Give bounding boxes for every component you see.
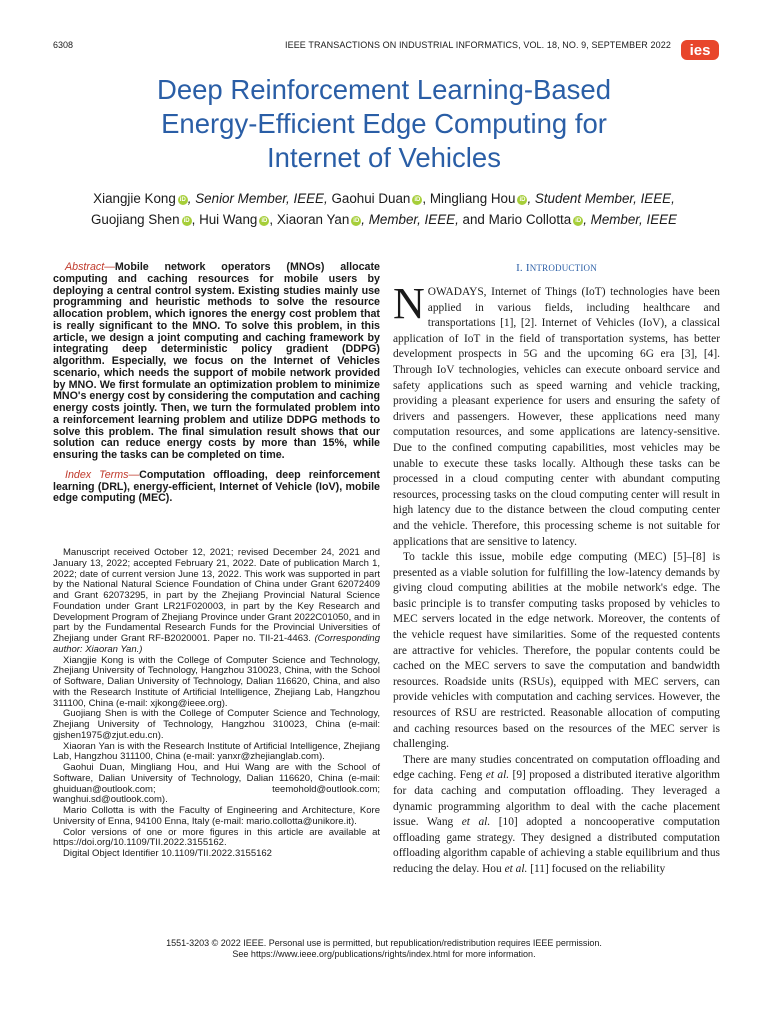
abstract-label: Abstract— [65, 261, 115, 273]
rights-link[interactable]: See https://www.ieee.org/publications/rights/index.html for more information. [232, 949, 536, 959]
section-initial: I [525, 262, 530, 274]
copyright-line: 1551-3203 © 2022 IEEE. Personal use is permitted, but republication/redistribution requires IEEE permission. [166, 938, 602, 948]
intro-paragraph-1 [393, 279, 720, 550]
footnote-affiliation: Mario Collotta is with the Faculty of Engineering and Architecture, Kore University of Enna, 94100 Enna, Italy (e-mail: mario.collotta@unikore.it). [53, 805, 380, 827]
orcid-icon[interactable]: iD [519, 197, 526, 203]
etal: et al. [461, 816, 491, 829]
paragraph-text: [9] proposed a distributed iterative algorithm for data caching and computation offloading. They leveraged a dynamic programming algorithm to deal with the cache placement issue. Wang [393, 769, 720, 829]
author-conjunction: and [462, 212, 485, 227]
ies-logo-icon [681, 38, 719, 62]
paragraph-text: [11] focused on the reliability [530, 862, 666, 875]
orcid-icon[interactable]: iD [183, 218, 190, 224]
etal: et al. [504, 862, 528, 875]
author-line-1 [40, 188, 728, 209]
etal: et al. [485, 769, 510, 782]
author-membership: , Member, IEEE [583, 212, 677, 227]
footnote-doi[interactable]: Digital Object Identifier 10.1109/TII.2022.3155162 [63, 848, 272, 859]
paper-title [84, 73, 684, 175]
author-separator: , [269, 212, 274, 227]
orcid-icon[interactable]: iD [414, 197, 421, 203]
footnotes [53, 548, 380, 860]
section-heading [393, 262, 720, 274]
paragraph-text: OWADAYS, Internet of Things (IoT) technologies have been applied in various fields, including healthcare and transportations [1], [2]. Internet of Vehicles (IoV), a classical application of IoT in the field of transportation systems, has better development prospects in 5G and the upcoming 6G era [3], [4]. Through IoV technologies, vehicles can execute onboard service and safety applications such as speed warning and vehicle tracking, providing a pleasant experience for users and ensuring the safety of drivers and passengers. However, these applications need many computation resources, and some applications are latency-sensitive. Due to the confined computing capabilities, most vehicles may be unable to execute these tasks locally. Although these tasks can be processed in a cloud computing center with abundant computing resources, processing tasks on the cloud computing center will result in high latency due to the distance between the cloud computing center and the vehicle. Therefore, this processing scheme is not suitable for applications that are sensitive to latency. [393, 286, 720, 548]
author-name: Gaohui Duan [331, 191, 411, 206]
index-terms [53, 470, 380, 505]
abstract-text: Mobile network operators (MNOs) allocate computing and caching resources for mobile users by deploying a central control system. Existing studies mainly use programming and heuristic methods to solve the resource allocation problem, which ignores the energy cost problem that is really significant to the MNO. To solve this problem, in this article, we design a joint computing and caching framework by integrating deep deterministic policy gradient (DDPG) algorithm. Especially, we focus on the Internet of Vehicles scenario, which needs the support of mobile network provided by MNO. We first formulate an optimization problem to minimize MNO's energy cost by considering the computation and caching energy costs jointly. Then, we turn the formulated problem into a reinforcement learning problem and utilize DDPG methods to solve this problem. The final simulation result shows that our solution can reduce energy costs by more than 15%, while ensuring the tasks can be completed on time. [53, 261, 380, 461]
author-name: Hui Wang [199, 212, 258, 227]
journal-header: IEEE TRANSACTIONS ON INDUSTRIAL INFORMATICS, VOL. 18, NO. 9, SEPTEMBER 2022 [285, 40, 671, 50]
author-membership: , Student Member, IEEE, [527, 191, 675, 206]
orcid-icon[interactable]: iD [353, 218, 360, 224]
left-column [53, 262, 380, 505]
section-title-rest: NTRODUCTION [529, 263, 597, 273]
footnote-affiliation: Gaohui Duan, Mingliang Hou, and Hui Wang are with the School of Software, Dalian University of Technology, Dalian 116620, China (e-mail: ghuiduan@outlook.com; teemohold@outlook.com; wanghui.sd@outlook.com). [53, 762, 380, 806]
logo-text: ies [689, 42, 711, 59]
author-name: Mario Collotta [488, 212, 572, 227]
intro-paragraph-3 [393, 753, 720, 878]
footnote-text: Manuscript received October 12, 2021; revised December 24, 2021 and January 13, 2022; accepted February 21, 2022. Date of publication March 1, 2022; date of current version June 13, 2022. This work was supported in part by the National Natural Science Foundation of China under Grant 62072409 and Grant 62073295, in part by the Zhejiang Provincial Natural Science Foundation under Grant LR21F020003, in part by the Key Research and Development Program of Zhejiang Province under Grant 2022C01050, and in part by the Fundamental Research Funds for the Provincial Universities of Zhejiang under Grant RF-B2020001. Paper no. TII-21-4463. [53, 547, 380, 644]
footnote-manuscript [53, 548, 380, 656]
footnote-affiliation: Xiangjie Kong is with the College of Computer Science and Technology, Zhejiang University of Technology, Hangzhou 310023, China, with the School of Software, Dalian University of Technology, Dalian 116620, China, and also with the Research Institute of Artificial Intelligence, Zhejiang Lab, Hangzhou 311100, China (e-mail: xjkong@ieee.org). [53, 654, 380, 709]
paragraph-text: [10] adopted a noncooperative computation offloading game strategy. They designed a distributed computation offloading algorithm capable of achieving a stable equilibrium and thus reducing the delay. Hou [393, 816, 720, 875]
footnote-color-versions[interactable]: Color versions of one or more figures in this article are available at https://doi.org/10.1109/TII.2022.3155162. [53, 826, 380, 849]
paragraph-text: There are many studies concentrated on computation offloading and edge caching. Feng [393, 753, 720, 782]
right-column [393, 262, 720, 878]
orcid-icon[interactable]: iD [575, 218, 582, 224]
author-membership: , Member, IEEE, [361, 212, 459, 227]
corresponding-author: (Corresponding author: Xiaoran Yan.) [53, 633, 380, 655]
orcid-icon[interactable]: iD [261, 218, 268, 224]
footnote-affiliation: Guojiang Shen is with the College of Computer Science and Technology, Zhejiang University of Technology, Hangzhou 310023, China (e-mail: gjshen1975@zjut.edu.cn). [53, 708, 380, 741]
author-name: Guojiang Shen [90, 212, 180, 227]
abstract [53, 262, 380, 462]
intro-paragraph-2: To tackle this issue, mobile edge computing (MEC) [5]–[8] is presented as a viable solution for fulfilling the low-latency demands by giving cloud computing abilities at the mobile network's edge. The basic principle is to transfer computing tasks proposed by vehicles to MEC servers located in the edge network. Moreover, the contents of the vehicle request have similarities. Some of the requested contents are attractive for vehicles. Therefore, the popular contents could be cached on the MEC servers to save the computation and bandwidth resources. Roadside units (RSUs), equipped with MEC servers, can provide vehicles with computation and caching services. However, the resources of RSU are restricted. Reasonable allocation of computing and caching resources based on the resources of the MEC server is challenging. [393, 551, 720, 751]
author-membership: , Senior Member, IEEE, [187, 191, 328, 206]
author-list [40, 188, 728, 230]
title-line-1: Deep Reinforcement Learning-Based [156, 74, 612, 105]
section-number: I. [516, 262, 523, 274]
title-line-3: Internet of Vehicles [267, 142, 501, 173]
author-separator: , [422, 191, 427, 206]
author-name: Xiaoran Yan [276, 212, 350, 227]
orcid-icon[interactable]: iD [179, 197, 186, 203]
title-line-2: Energy-Efficient Edge Computing for [161, 108, 607, 139]
author-separator: , [191, 212, 196, 227]
author-name: Xiangjie Kong [93, 191, 176, 206]
index-terms-text: Computation offloading, deep reinforcement learning (DRL), energy-efficient, Internet of Vehicle (IoV), mobile edge computing (MEC). [53, 468, 380, 505]
page-number: 6308 [53, 40, 74, 50]
footnote-affiliation: Xiaoran Yan is with the Research Institute of Artificial Intelligence, Zhejiang Lab, Hangzhou 311100, China (e-mail: yanxr@zhejianglab.com). [53, 740, 380, 763]
drop-cap: N [393, 279, 425, 328]
index-terms-label: Index Terms— [65, 468, 140, 481]
author-line-2 [40, 209, 728, 230]
author-name: Mingliang Hou [429, 191, 516, 206]
copyright-footer [84, 938, 684, 960]
